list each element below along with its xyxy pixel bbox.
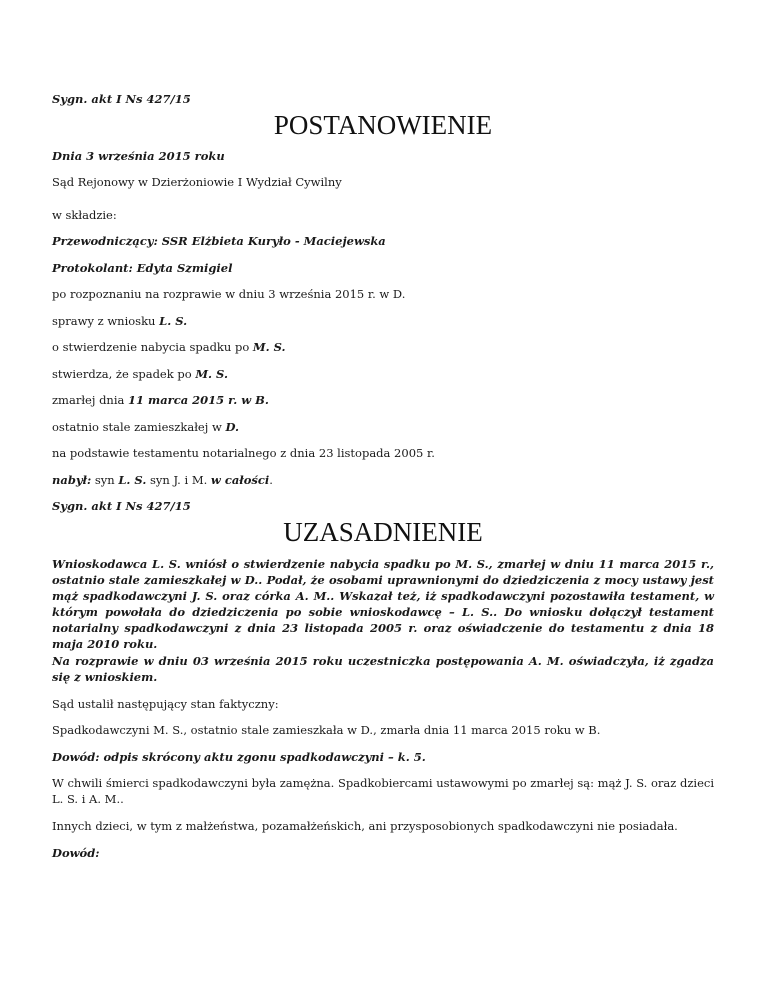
presiding-judge: Przewodniczący: SSR Elżbieta Kuryło - Maciejewska <box>52 234 386 248</box>
basis-text: na podstawie testamentu notarialnego z dnia 23 listopada 2005 r. <box>52 446 435 460</box>
justification-case-reference: Sygn. akt I Ns 427/15 <box>52 499 191 513</box>
document-title: POSTANOWIENIE <box>273 110 493 140</box>
composition-label: w składzie: <box>52 208 117 222</box>
deceased-name: M. S. <box>252 340 286 354</box>
ruling-line-death <box>52 392 714 408</box>
applicant-name: L. S. <box>159 314 188 328</box>
inheritance-scope: w całości <box>210 473 270 487</box>
case-reference: Sygn. akt I Ns 427/15 <box>52 92 191 106</box>
evidence-death-certificate: Dowód: odpis skrócony aktu zgonu spadkodawczyni – k. 5. <box>52 750 426 764</box>
applicant-prefix: sprawy z wniosku <box>52 314 160 328</box>
residence-prefix: ostatnio stale zamieszkałej w <box>52 420 226 434</box>
ruling-line-applicant <box>52 313 714 329</box>
justification-paragraph-1: Wnioskodawca L. S. wniósł o stwierdzenie nabycia spadku po M. S., zmarłej w dniu 11 marca 2015 r., ostatnio stale zamieszkałej w D.. Podał, że osobami uprawnionymi do dziedziczenia z mocy ustawy jest mąż spadkodawczyni J. S. oraz córka A. M.. Wskazał też, iż spadkodawczyni pozostawiła testament, w którym powołała do dziedziczenia po sobie wnioskodawcę – L. S.. Do wniosku dołączył testament notarialny spadkodawczyni z dnia 23 listopada 2005 r. oraz oświadczenie do testamentu z dnia 18 maja 2010 roku. <box>52 557 714 651</box>
acquired-label: nabył: <box>52 473 92 487</box>
court-recorder: Protokolant: Edyta Szmigiel <box>52 261 233 275</box>
ruling-line-basis <box>52 445 714 461</box>
death-details: 11 marca 2015 r. w B. <box>128 393 269 407</box>
ruling-line-heir <box>52 472 714 488</box>
facts-paragraph-death: Spadkodawczyni M. S., ostatnio stale zamieszkała w D., zmarła dnia 11 marca 2015 roku w B. <box>52 723 601 737</box>
subject-prefix: o stwierdzenie nabycia spadku po <box>52 340 253 354</box>
hearing-text: po rozpoznaniu na rozprawie w dniu 3 września 2015 r. w D. <box>52 287 406 301</box>
court-name: Sąd Rejonowy w Dzierżoniowie I Wydział Cywilny <box>52 175 342 189</box>
decision-deceased-name: M. S. <box>195 367 228 381</box>
facts-paragraph-heirs: W chwili śmierci spadkodawczyni była zamężna. Spadkobiercami ustawowymi po zmarłej są: mąż J. S. oraz dzieci L. S. i A. M.. <box>52 776 714 806</box>
heir-name: L. S. <box>118 473 147 487</box>
facts-paragraph-children: Innych dzieci, w tym z małżeństwa, pozamałżeńskich, ani przysposobionych spadkodawczyni nie posiadała. <box>52 819 678 833</box>
ruling-date: Dnia 3 września 2015 roku <box>52 149 225 163</box>
residence-place: D. <box>225 420 240 434</box>
ruling-line-decision <box>52 366 714 382</box>
ruling-line-hearing <box>52 286 714 302</box>
evidence-label: Dowód: <box>52 846 100 860</box>
facts-intro: Sąd ustalił następujący stan faktyczny: <box>52 697 279 711</box>
heir-mid-1: syn <box>91 473 119 487</box>
justification-title: UZASADNIENIE <box>283 517 483 547</box>
decision-prefix: stwierdza, że spadek po <box>52 367 196 381</box>
death-prefix: zmarłej dnia <box>52 393 129 407</box>
ruling-line-residence <box>52 419 714 435</box>
heir-end: . <box>269 473 273 487</box>
justification-paragraph-2: Na rozprawie w dniu 03 września 2015 roku uczestniczka postępowania A. M. oświadczyła, iż zgadza się z wnioskiem. <box>52 654 714 684</box>
ruling-line-subject <box>52 339 714 355</box>
heir-mid-2: syn J. i M. <box>146 473 211 487</box>
